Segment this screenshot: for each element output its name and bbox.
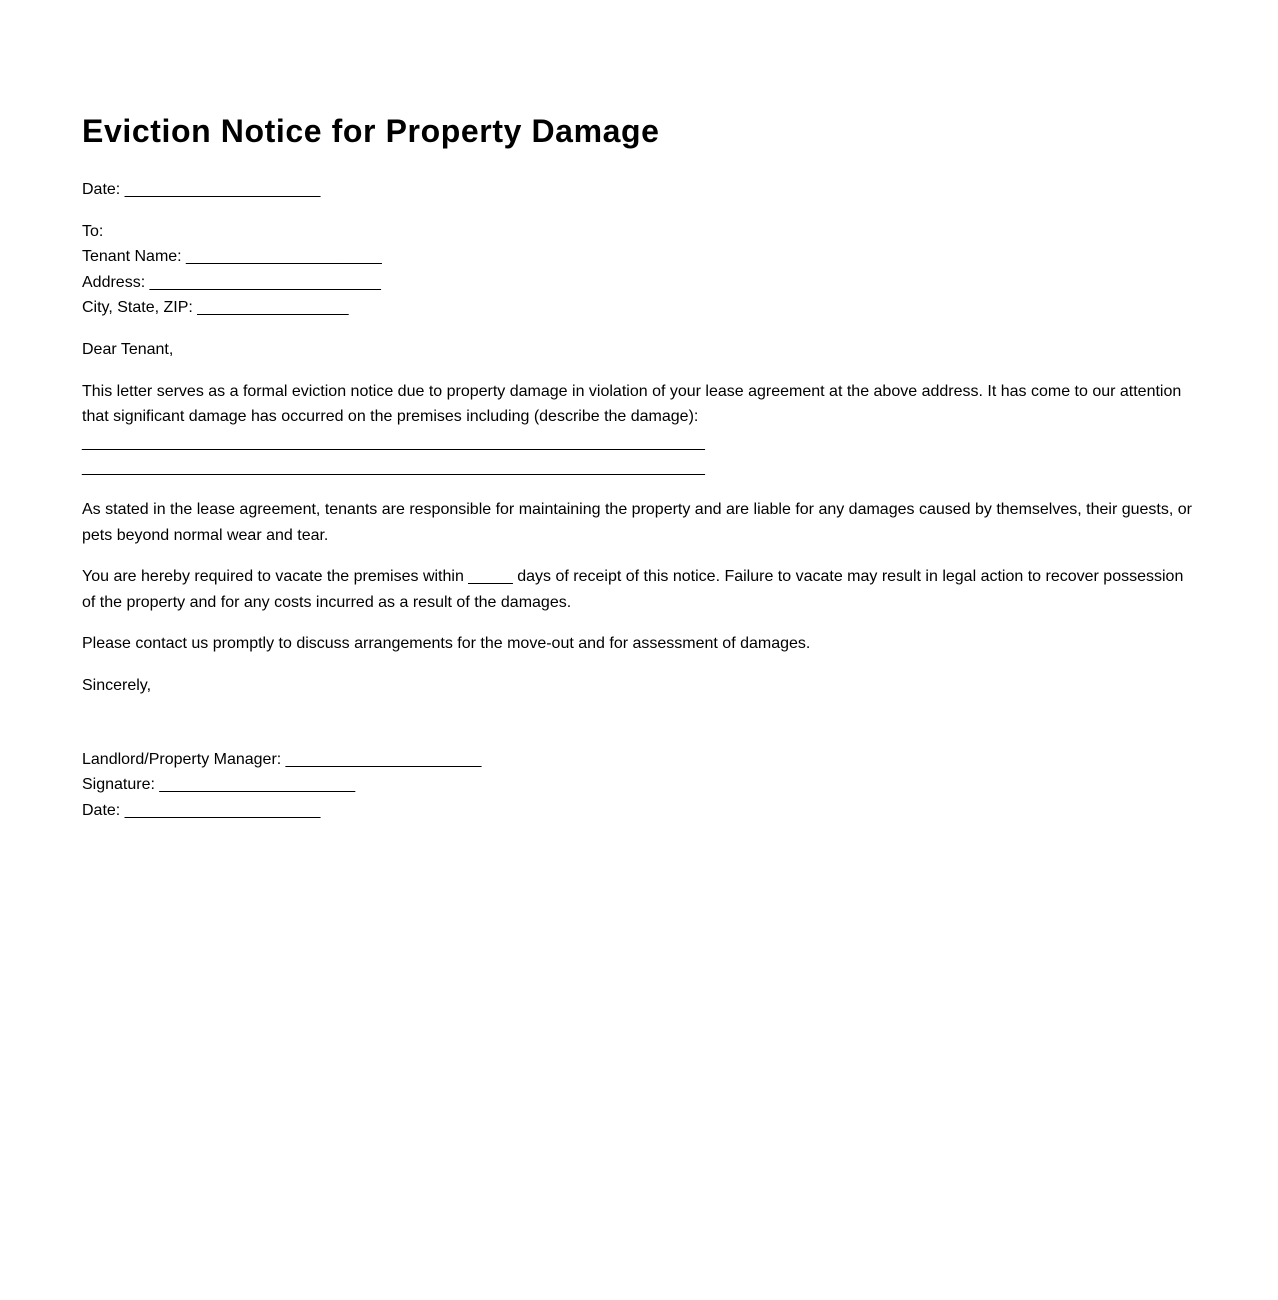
- landlord-line: Landlord/Property Manager: ______________________: [82, 750, 482, 768]
- paragraph-vacate: You are hereby required to vacate the premises within _____ days of receipt of this notice. Failure to vacate may result in legal action to recover possession of the property and for any costs incurred as a result of the damages.: [82, 568, 1184, 611]
- damage-line: ______________________________________________________________________: [82, 433, 705, 451]
- address-line: Address: __________________________: [82, 273, 381, 291]
- paragraph-notice: This letter serves as a formal eviction notice due to property damage in violation of your lease agreement at the above address. It has come to our attention that significant damage has occurred on the premises including (describe the damage):: [82, 382, 1182, 426]
- closing: Sincerely,: [82, 676, 152, 694]
- damage-paragraph: [82, 379, 1196, 481]
- signature-block: [82, 747, 1196, 824]
- damage-line: ______________________________________________________________________: [82, 459, 705, 477]
- document: [82, 0, 1196, 839]
- tenant-name-line: Tenant Name: ______________________: [82, 248, 382, 266]
- date-line: Date: ______________________: [82, 181, 321, 198]
- signature-date-line: Date: ______________________: [82, 801, 321, 819]
- paragraph-contact: Please contact us promptly to discuss arrangements for the move-out and for assessment of damages.: [82, 635, 811, 653]
- signature-line: Signature: ______________________: [82, 776, 356, 794]
- salutation: Dear Tenant,: [82, 340, 174, 358]
- recipient-block: [82, 219, 1196, 321]
- city-state-zip-line: City, State, ZIP: _________________: [82, 299, 349, 317]
- document-title: Eviction Notice for Property Damage: [82, 113, 660, 149]
- to-label: To:: [82, 222, 104, 240]
- paragraph-responsibility: As stated in the lease agreement, tenants are responsible for maintaining the property and are liable for any damages caused by themselves, their guests, or pets beyond normal wear and tear.: [82, 500, 1192, 544]
